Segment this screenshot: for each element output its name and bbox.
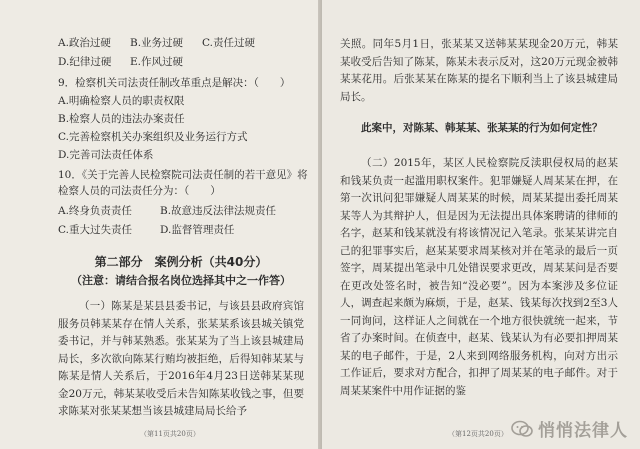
page-number-left: （第11页共20页） (140, 430, 200, 438)
q9-option-b: B.检察人员的违法办案责任 (58, 113, 185, 125)
section-title: 第二部分 案例分析（共40分） (94, 255, 268, 269)
q9-option-a: A.明确检察人员的职责权限 (58, 95, 185, 107)
q8-option-b: B.业务过硬 (130, 37, 184, 49)
q10-options-row2 (58, 223, 304, 237)
q9-stem: 9．检察机关司法责任制改革重点是解决：（ ） (58, 77, 291, 89)
q10-option-d: D.监督管理责任 (160, 224, 235, 236)
q10-stem-line1: 10．《关于完善人民检察院司法责任制的若干意见》将 (58, 169, 308, 181)
q10-stem-line2: 检察人员的司法责任分为：（ ） (58, 185, 221, 197)
watermark-text: 悄悄法律人 (538, 421, 628, 441)
q8-option-d: D.纪律过硬 (58, 56, 112, 68)
q9-option-c: C.完善检察机关办案组织及业务运行方式 (58, 131, 248, 143)
q8-options-row1 (58, 36, 304, 50)
page-number-right: （第12页共20页） (448, 430, 508, 438)
case1-continuation: 关照。同年5月1日，张某某又送韩某某现金20万元，韩某某收受后告知了陈某，陈某未表示反对，这20万元现金被韩某某花用。后张某某在陈某的提名下顺利当上了该县城建局局长。 (340, 38, 618, 103)
case1-text: （一）陈某是某县县委书记，与该县县政府宾馆服务员韩某某存在情人关系，张某某系该县城关镇党委书记，并与韩某熟悉。张某某为了当上该县城建局局长，多次欲向陈某行贿均被拒绝，后得知韩某某与陈某是情人关系后，于2016年4月23日送韩某某现金20万元，韩某某收受后未告知陈某收钱之事，但要求陈某对张某某想当该县城建局局长给予 (58, 300, 304, 417)
case2-text: （二）2015年，某区人民检察院反渎职侵权局的赵某和钱某负责一起滥用职权案件。犯罪嫌疑人周某某在押，在第一次讯问犯罪嫌疑人周某某的时候，周某某提出委托周某某等人为其辩护人，但是因为无法提出具体案聘请的律师的名字，赵某和钱某就没有将该情况记入笔录。张某某讲完自己的犯罪事实后，赵某某要求周某核对并在笔录的最后一页签字，周某提出笔录中几处错误要求更改，周某某问是否要在更改处签名时，被告知“没必要”。因为本案涉及多位证人，调查起来颇为麻烦，于是，赵某、钱某每次找到2至3人一同询问，这样证人之间就在一个地方很快就统一起来，节省了办案时间。在侦查中，赵某、钱某认为有必要扣押周某某的电子邮件，于是，2人来到网络服务机构，向对方出示工作证后，要求对方配合，扣押了周某某的电子邮件。对于周某某案件中用作证据的鉴 (340, 157, 618, 397)
q8-option-a: A.政治过硬 (58, 37, 111, 49)
right-page (322, 0, 640, 449)
q10-options-row1 (58, 204, 304, 218)
chat-bubble-icon (511, 420, 533, 438)
q8-option-e: E.作风过硬 (130, 56, 184, 68)
q9-option-d: D.完善司法责任体系 (58, 149, 154, 161)
q8-option-c: C.责任过硬 (202, 37, 255, 49)
case1-question: 此案中，对陈某、韩某某、张某某的行为如何定性？ (361, 122, 603, 134)
q10-option-b: B.故意违反法律法规责任 (160, 205, 277, 217)
q10-option-c: C.重大过失责任 (58, 224, 132, 236)
q10-option-a: A.终身负责责任 (58, 205, 132, 217)
watermark (511, 416, 628, 441)
section-note: （注意：请结合报名岗位选择其中之一作答） (71, 274, 291, 287)
q8-options-row2 (58, 55, 304, 69)
